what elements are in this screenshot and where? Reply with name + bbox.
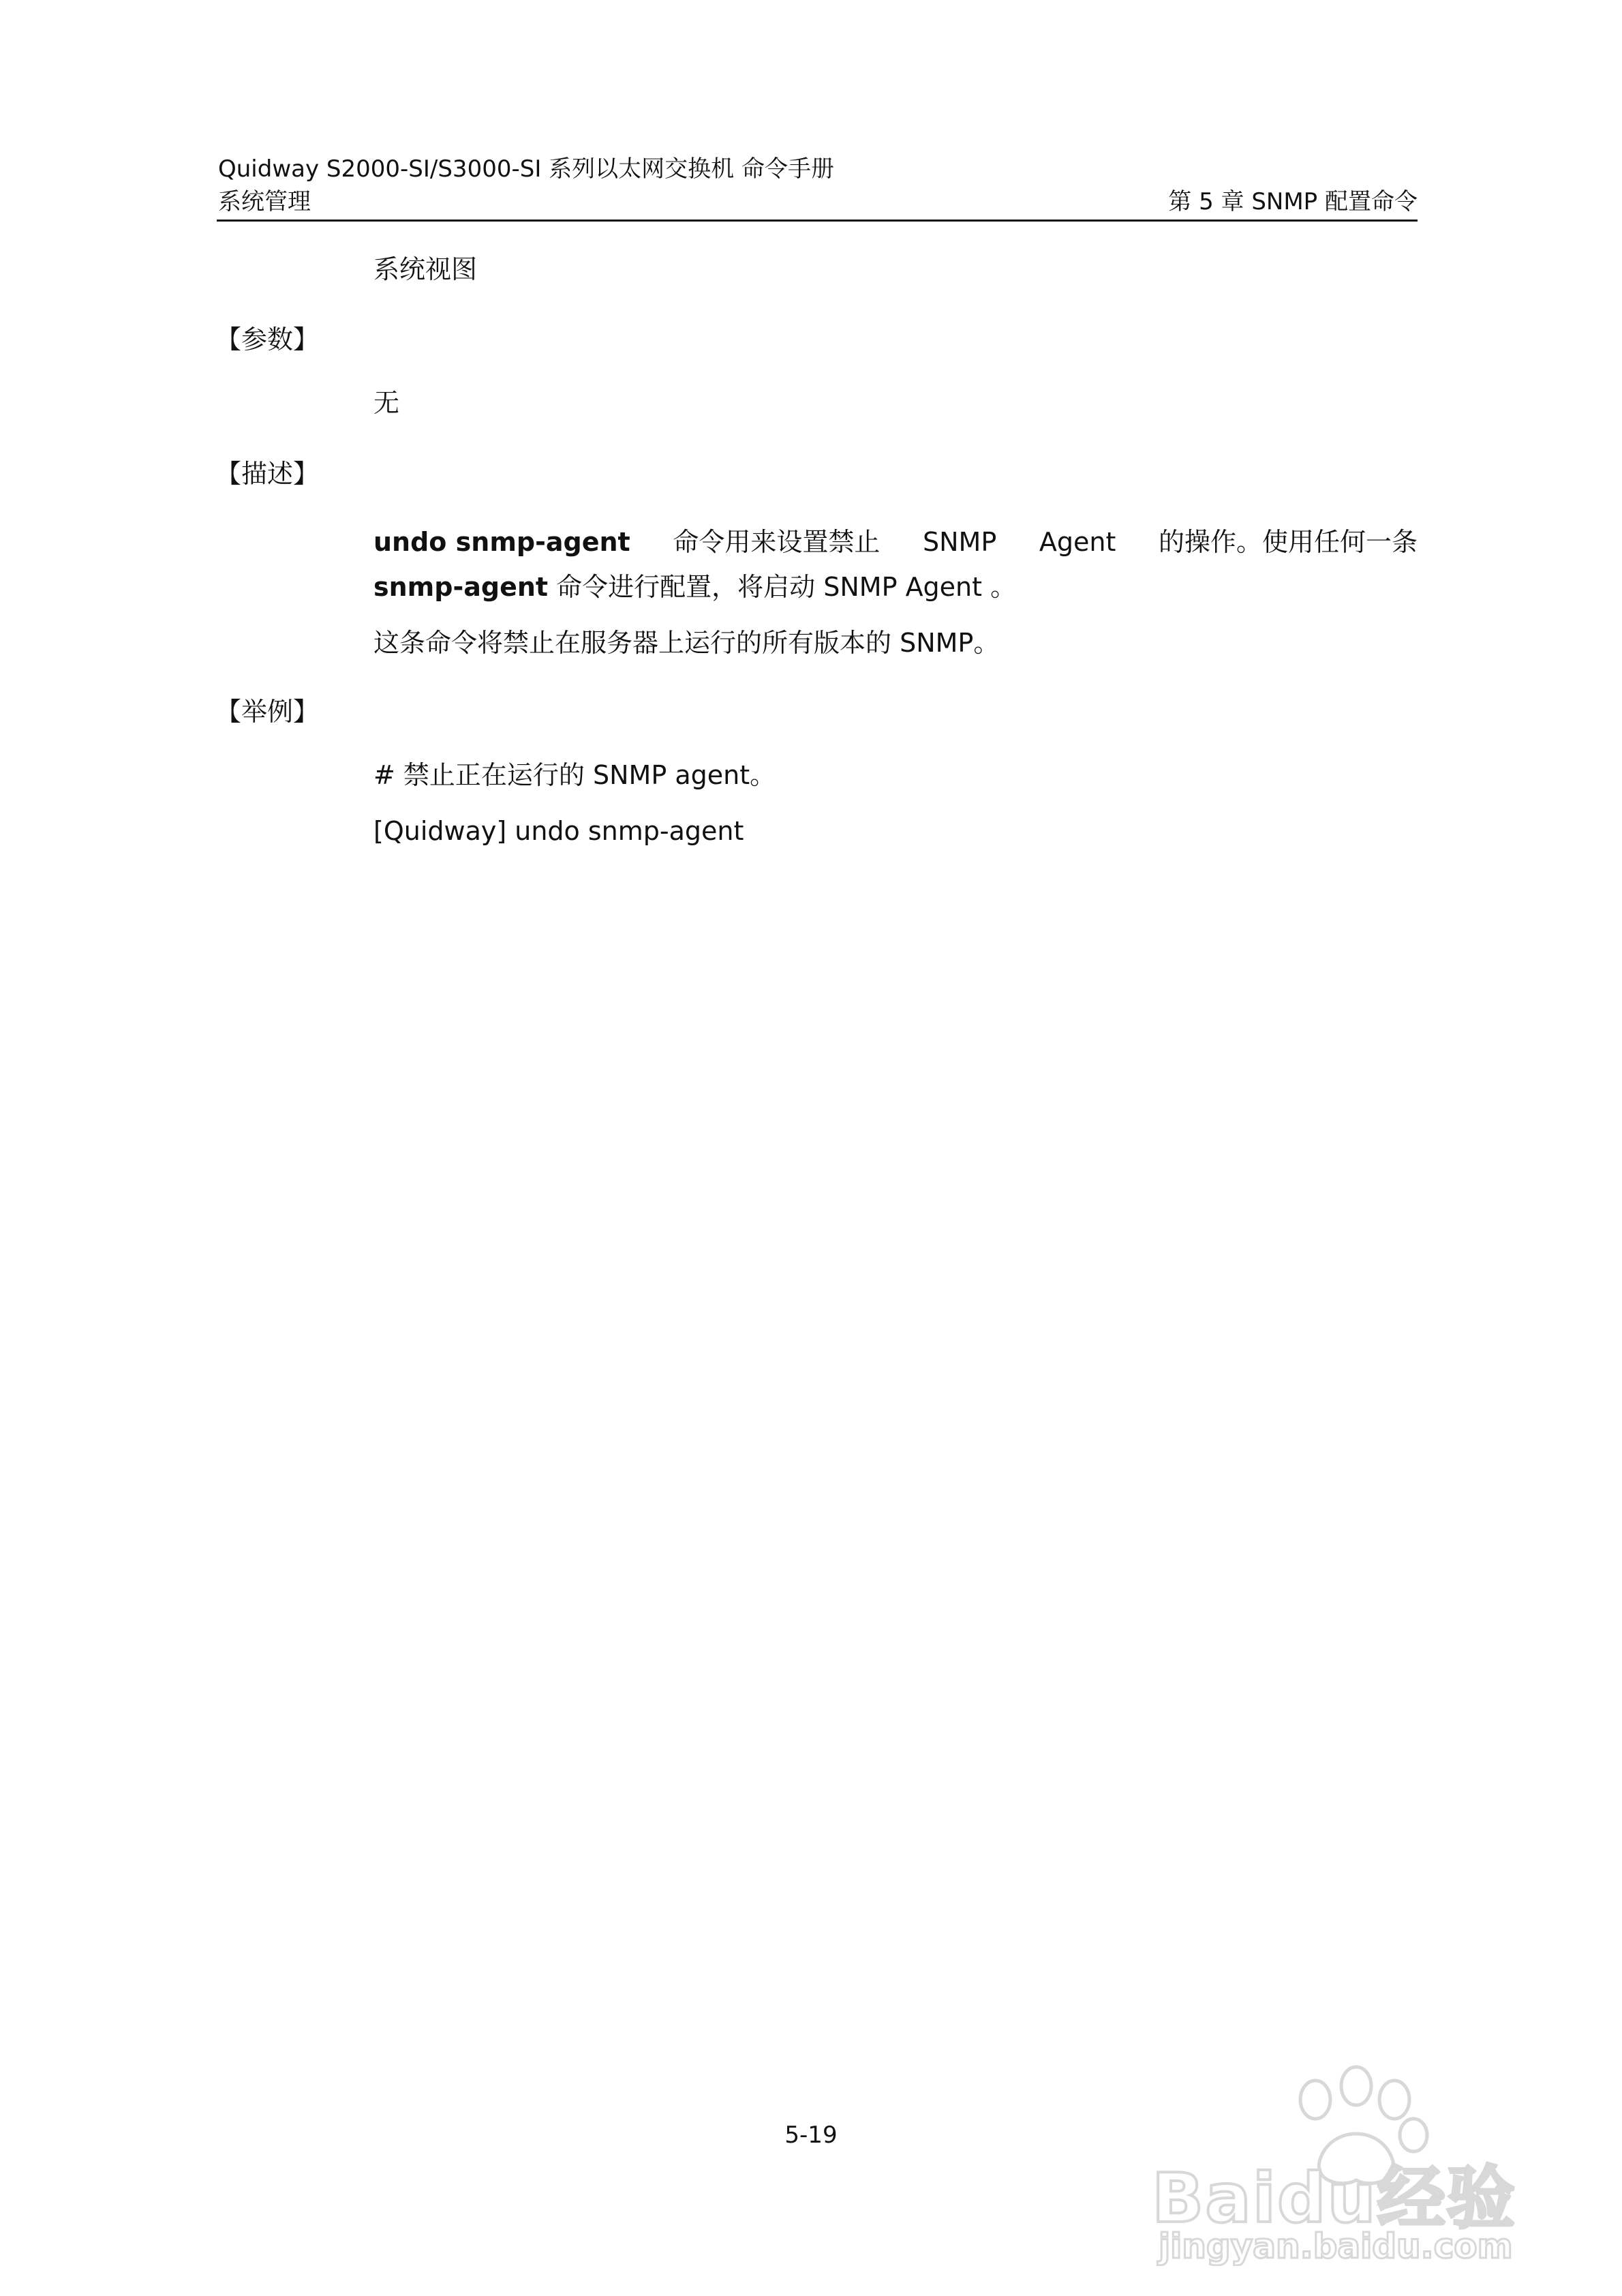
description-word: SNMP — [922, 527, 997, 557]
description-paragraph-2: 这条命令将禁止在服务器上运行的所有版本的 SNMP。 — [373, 628, 1000, 658]
description-text: 命令进行配置，将启动 SNMP Agent 。 — [548, 572, 1017, 602]
description-word: 命令用来设置禁止 — [673, 527, 881, 557]
parameters-heading: 【参数】 — [215, 324, 320, 354]
page-number: 5-19 — [784, 2121, 838, 2149]
baidu-watermark — [1152, 2059, 1533, 2266]
example-heading: 【举例】 — [215, 697, 320, 727]
description-heading: 【描述】 — [215, 459, 320, 489]
watermark-logo: Baidu经验 — [1152, 2158, 1516, 2238]
example-command: [Quidway] undo snmp-agent — [373, 816, 744, 846]
chapter-title: 第 5 章 SNMP 配置命令 — [1168, 188, 1418, 215]
description-line-1 — [373, 519, 1418, 564]
description-line-2 — [373, 564, 1418, 609]
description-word: 的操作。使用任何一条 — [1158, 527, 1418, 557]
view-text: 系统视图 — [373, 254, 478, 284]
command-name: snmp-agent — [373, 572, 549, 602]
parameters-text: 无 — [373, 388, 400, 418]
header-divider — [217, 220, 1418, 222]
description-paragraph — [373, 519, 1418, 609]
watermark-url: jingyan.baidu.com — [1159, 2226, 1513, 2266]
manual-title: Quidway S2000-SI/S3000-SI 系列以太网交换机 命令手册 — [218, 155, 834, 183]
description-word: Agent — [1039, 527, 1116, 557]
command-name: undo snmp-agent — [373, 527, 630, 557]
section-name: 系统管理 — [218, 188, 311, 215]
example-comment: # 禁止正在运行的 SNMP agent。 — [373, 760, 776, 790]
